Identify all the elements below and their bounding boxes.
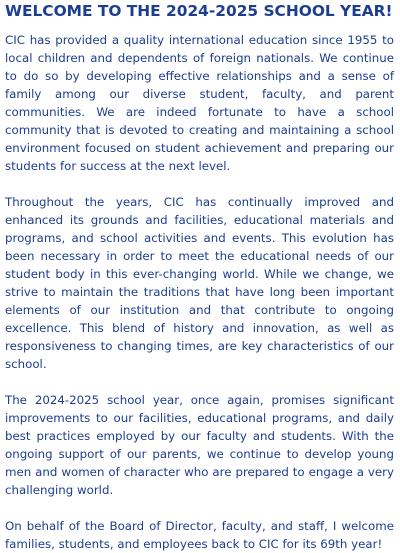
paragraph-improvements: Throughout the years, CIC has continually improved and enhanced its grounds and facilities, educational materials and programs, and school activities and events. This evolution has been necessary in order to meet the educational needs of our student body in this ever-changing world. While we change, we strive to maintain the traditions that have long been important elements of our institution and that contribute to ongoing excellence. This blend of history and innovation, as well as responsiveness to changing times, are key characteristics of our school.	[5, 195, 394, 371]
welcome-letter	[5, 0, 394, 553]
page-title: WELCOME TO THE 2024-2025 SCHOOL YEAR!	[5, 2, 393, 20]
paragraph-history: CIC has provided a quality international education since 1955 to local children and dependents of foreign nationals. We continue to do so by developing effective relationships and a sense of family among our diverse student, faculty, and parent communities. We are indeed fortunate to have a school community that is devoted to creating and maintaining a school environment focused on student achievement and preparing our students for success at the next level.	[5, 33, 394, 173]
paragraph-closing: On behalf of the Board of Director, faculty, and staff, I welcome families, students, and employees back to CIC for its 69th year!	[5, 519, 394, 551]
paragraph-school-year: The 2024-2025 school year, once again, promises significant improvements to our facilities, educational programs, and daily best practices employed by our faculty and students. With the ongoing support of our parents, we continue to develop young men and women of character who are prepared to engage a very challenging world.	[5, 393, 394, 497]
